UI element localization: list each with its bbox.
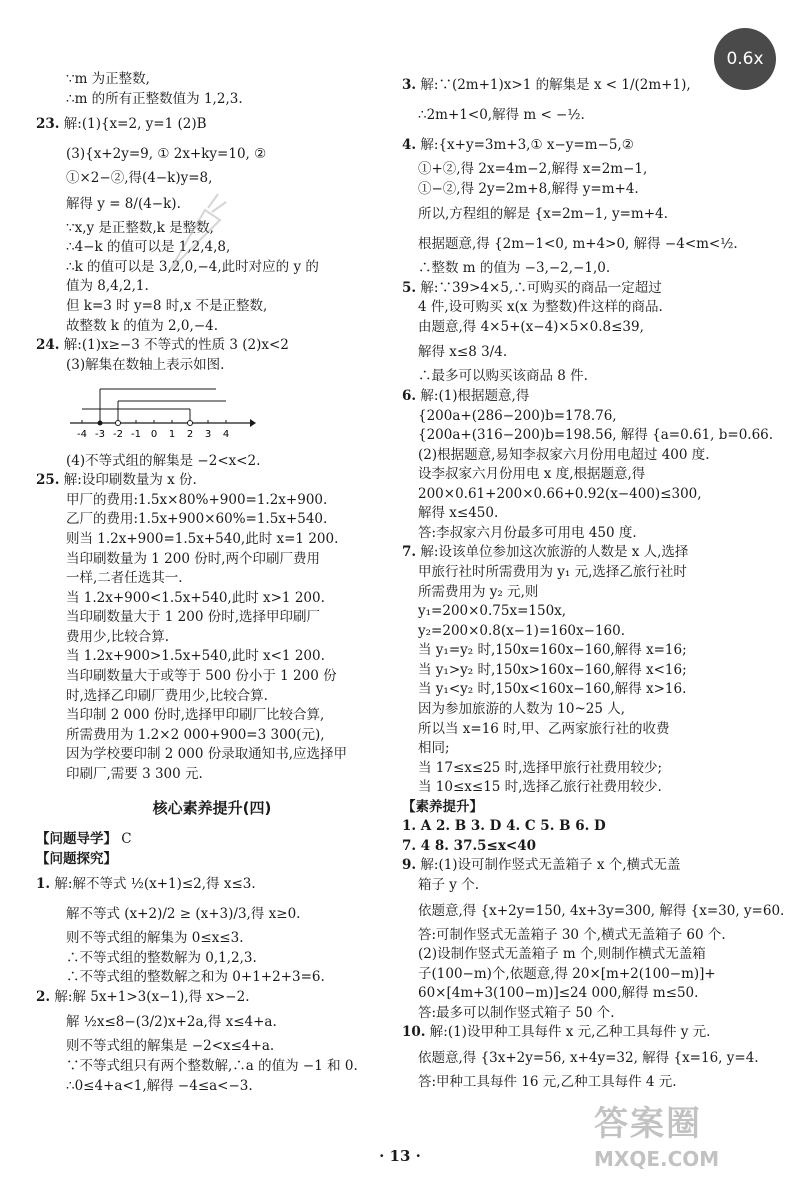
text-line: 则不等式组的解集为 0≤x≤3. [66, 930, 244, 947]
tick-label: 4 [222, 429, 230, 441]
improve-label: 【素养提升】 [402, 798, 483, 815]
text-line: 所以当 x=16 时,甲、乙两家旅行社的收费 [418, 720, 670, 737]
tick-label: -3 [95, 429, 105, 441]
text-line: 当印刷数量为 1 200 份时,两个印刷厂费用 [66, 550, 321, 567]
text-line: 印刷厂,需要 3 300 元. [66, 765, 203, 782]
text-line: (2)根据题意,易知李叔家六月份用电超过 400 度. [418, 446, 710, 463]
text-line: (3)解集在数轴上表示如图. [66, 356, 225, 373]
text-line: ∵不等式组只有两个整数解,∴a 的值为 −1 和 0. [66, 1058, 358, 1074]
text-line: 答:可制作竖式无盖箱子 30 个,横式无盖箱子 60 个. [418, 926, 726, 943]
text-line: 费用少,比较合算. [66, 628, 170, 645]
problem-2 [36, 988, 388, 1096]
text-line: 当印刷数量大于或等于 500 份小于 1 200 份 [66, 667, 337, 684]
text-line: 解不等式 (x+2)/2 ≥ (x+3)/3,得 x≥0. [66, 906, 301, 923]
text-line: 当 y₁>y₂ 时,150x>160x−160,解得 x<16; [418, 661, 687, 678]
text-line: 乙厂的费用:1.5x+900×60%=1.5x+540. [66, 511, 328, 528]
text-line: 设李叔家六月份用电 x 度,根据题意,得 [418, 466, 646, 483]
question-3 [402, 70, 764, 130]
watermark [594, 1100, 784, 1174]
text-line: 解得 y = 8/(4−k). [66, 195, 181, 212]
question-7 [402, 543, 764, 797]
arrow-icon [250, 419, 256, 427]
text-line: ①−②,得 2y=2m+8,解得 y=m+4. [418, 180, 639, 197]
question-number: 5. [402, 279, 417, 296]
text-line: 所需费用为 1.2×2 000+900=3 300(元), [66, 726, 325, 743]
text-line: 子(100−m)个,依题意,得 20×[m+2(100−m)]+ [418, 965, 716, 982]
text-line: 解:(1)设甲种工具每件 x 元,乙种工具每件 y 元. [429, 1024, 711, 1041]
text-line: 当 1.2x+900<1.5x+540,此时 x>1 200. [66, 589, 325, 606]
tick-label: -4 [77, 429, 87, 441]
text-line: 答:最多可以制作竖式箱子 50 个. [418, 1004, 615, 1021]
choice-answers-1: 1. A 2. B 3. D 4. C 5. B 6. D [402, 818, 606, 835]
text-line: 当印刷数量大于 1 200 份时,选择甲印刷厂 [66, 609, 321, 626]
text-line: 解:解 5x+1>3(x−1),得 x>−2. [54, 988, 250, 1005]
problem-1 [36, 869, 388, 988]
text-line: 当 17≤x≤25 时,选择甲旅行社费用较少; [418, 759, 663, 776]
text-line: 则当 1.2x+900=1.5x+540,此时 x=1 200. [66, 531, 339, 547]
text-line: 解:∵(2m+1)x>1 的解集是 x < 1/(2m+1), [420, 77, 691, 93]
text-line: (4)不等式组的解集是 −2<x<2. [66, 452, 261, 469]
text-line: ①+②,得 2x=4m−2,解得 x=2m−1, [418, 161, 648, 177]
watermark-carrot-icon [160, 190, 230, 280]
watermark-text: 答案圈 [594, 1104, 702, 1144]
tick-label: 3 [204, 429, 212, 441]
question-4 [402, 130, 764, 279]
text-line: (3){x+2y=9, ① 2x+ky=10, ② [66, 146, 267, 163]
guide-answer: C [121, 831, 132, 848]
text-line: 当 10≤x≤15 时,选择乙旅行社费用较少. [418, 779, 662, 796]
text-line: 答:李叔家六月份最多可用电 450 度. [418, 524, 637, 541]
text-line: 当 y₁=y₂ 时,150x=160x−160,解得 x=16; [418, 642, 687, 659]
text-line: y₁=200×0.75x=150x, [418, 603, 567, 620]
solid-point [98, 421, 103, 426]
text-line: 故整数 k 的值为 2,0,−4. [66, 317, 219, 334]
hollow-point [116, 421, 121, 426]
explore-label: 【问题探究】 [36, 850, 117, 867]
text-line: ∴0≤4+a<1,解得 −4≤a<−3. [66, 1077, 253, 1094]
text-line: {200a+(316−200)b=198.56, 解得 {a=0.61, b=0.66. [418, 427, 774, 444]
text-line: 依题意,得 {x+2y=150, 4x+3y=300, 解得 {x=30, y=60. [418, 902, 785, 919]
text-line: 甲厂的费用:1.5x×80%+900=1.2x+900. [66, 491, 328, 508]
text-line: ∴不等式组的整数解之和为 0+1+2+3=6. [66, 969, 325, 986]
text-line: 当 1.2x+900>1.5x+540,此时 x<1 200. [66, 648, 325, 665]
question-number: 23. [36, 116, 60, 133]
question-9 [402, 856, 785, 1023]
text-line: 解:∵39>4×5,∴可购买的商品一定超过 [420, 279, 662, 296]
text-line: y₂=200×0.8(x−1)=160x−160. [418, 622, 626, 639]
text-line: 答:甲种工具每件 16 元,乙种工具每件 4 元. [418, 1073, 677, 1090]
text-line: 4 件,设可购买 x(x 为整数)件这样的商品. [418, 299, 663, 316]
tick-label: -1 [131, 429, 141, 441]
text-line: 由题意,得 4×5+(x−4)×5×0.8≤39, [418, 318, 644, 335]
question-number: 10. [402, 1024, 426, 1041]
text-line: 解:(1){x=2, y=1 (2)B [63, 116, 207, 133]
text-line: 一样,二者任选其一. [66, 570, 183, 587]
text-line: {200a+(286−200)b=178.76, [418, 407, 617, 424]
text-line: 因为参加旅游的人数为 10~25 人, [418, 700, 626, 717]
text-line: ①×2−②,得(4−k)y=8, [66, 170, 213, 187]
text-line: ∴2m+1<0,解得 m < −½. [418, 107, 585, 123]
text-line: (2)设制作竖式无盖箱子 m 个,则制作横式无盖箱 [418, 946, 706, 963]
text-line: ∴最多可以购买该商品 8 件. [418, 368, 588, 385]
text-line: ∵m 为正整数, [66, 71, 150, 87]
text-line: 相同; [418, 740, 450, 757]
text-line: 但 k=3 时 y=8 时,x 不是正整数, [66, 297, 268, 314]
text-line: 解:解不等式 ½(x+1)≤2,得 x≤3. [54, 876, 256, 893]
text-line: 解:(1)根据题意,得 [420, 387, 530, 404]
text-line: 时,选择乙印刷厂费用少,比较合算. [66, 687, 268, 704]
text-line: ∴k 的值可以是 3,2,0,−4,此时对应的 y 的 [66, 258, 319, 275]
tick-label: -2 [113, 429, 123, 441]
text-line: ∴整数 m 的值为 −3,−2,−1,0. [418, 260, 611, 277]
hollow-point [188, 421, 193, 426]
text-line: 值为 8,4,2,1. [66, 278, 149, 295]
text-line: ∴4−k 的值可以是 1,2,4,8, [66, 239, 231, 256]
tick-label: 0 [150, 429, 158, 441]
number-line-figure [66, 379, 388, 448]
text-line: 当印制 2 000 份时,选择甲印刷厂比较合算, [66, 707, 325, 724]
choice-answers-2: 7. 4 8. 37.5≤x<40 [402, 837, 537, 854]
watermark-url: MXQE.COM [594, 1147, 720, 1172]
question-5 [402, 279, 764, 387]
text-line: 当 y₁<y₂ 时,150x<160x−160,解得 x>16. [418, 681, 687, 698]
text-line: 所以,方程组的解是 {x=2m−1, y=m+4. [418, 206, 668, 223]
text-line: 解:设该单位参加这次旅游的人数是 x 人,选择 [420, 544, 689, 561]
text-line: 解:(1)设可制作竖式无盖箱子 x 个,横式无盖 [420, 857, 681, 874]
text-line: 60×[4m+3(100−m)]≤24 000,解得 m≤50. [418, 985, 699, 1002]
text-line: 因为学校要印制 2 000 份录取通知书,应选择甲 [66, 746, 348, 763]
text-line: ∵x,y 是正整数,k 是整数, [66, 219, 214, 236]
question-number: 9. [402, 857, 417, 874]
text-line: 解 ½x≤8−(3/2)x+2a,得 x≤4+a. [66, 1014, 277, 1031]
question-24 [36, 336, 388, 471]
text-line: 则不等式组的解集是 −2<x≤4+a. [66, 1038, 275, 1055]
tick-label: 2 [186, 429, 194, 441]
text-line: 甲旅行社时所需费用为 y₁ 元,选择乙旅行社时 [418, 564, 687, 580]
question-10 [402, 1023, 764, 1092]
question-number: 6. [402, 387, 417, 404]
text-line: 根据题意,得 {2m−1<0, m+4>0, 解得 −4<m<½. [418, 236, 738, 253]
question-number: 1. [36, 876, 51, 893]
section-title: 核心素养提升(四) [152, 799, 272, 818]
text-line: 200×0.61+200×0.66+0.92(x−400)≤300, [418, 485, 702, 502]
question-number: 7. [402, 544, 417, 561]
text-line: 解:{x+y=3m+3,① x−y=m−5,② [420, 137, 634, 153]
text-line: 箱子 y 个. [418, 877, 480, 893]
question-number: 3. [402, 77, 417, 93]
text-line: 解得 x≤450. [418, 505, 499, 522]
question-25 [36, 471, 388, 784]
text-line: 解:设印刷数量为 x 份. [63, 472, 197, 489]
text-line: 解:(1)x≥−3 不等式的性质 3 (2)x<2 [63, 337, 289, 354]
page-number: · 13 · [379, 1147, 421, 1165]
guide-label: 【问题导学】 [36, 831, 117, 848]
text-line: ∴m 的所有正整数值为 1,2,3. [66, 90, 243, 107]
right-column [402, 70, 785, 1093]
question-number: 2. [36, 988, 51, 1005]
question-number: 4. [402, 137, 417, 153]
zoom-badge[interactable]: 0.6x [714, 28, 776, 90]
tick-label: 1 [168, 429, 176, 441]
text-line: ∴不等式组的整数解为 0,1,2,3. [66, 949, 257, 966]
text-line: 依题意,得 {3x+2y=56, x+4y=32, 解得 {x=16, y=4. [418, 1049, 759, 1066]
text-line: 所需费用为 y₂ 元,则 [418, 583, 539, 600]
number-line-svg [66, 379, 256, 441]
question-number: 24. [36, 337, 60, 354]
question-6 [402, 387, 774, 544]
question-number: 25. [36, 472, 60, 489]
text-line: 解得 x≤8 3/4. [418, 344, 508, 361]
